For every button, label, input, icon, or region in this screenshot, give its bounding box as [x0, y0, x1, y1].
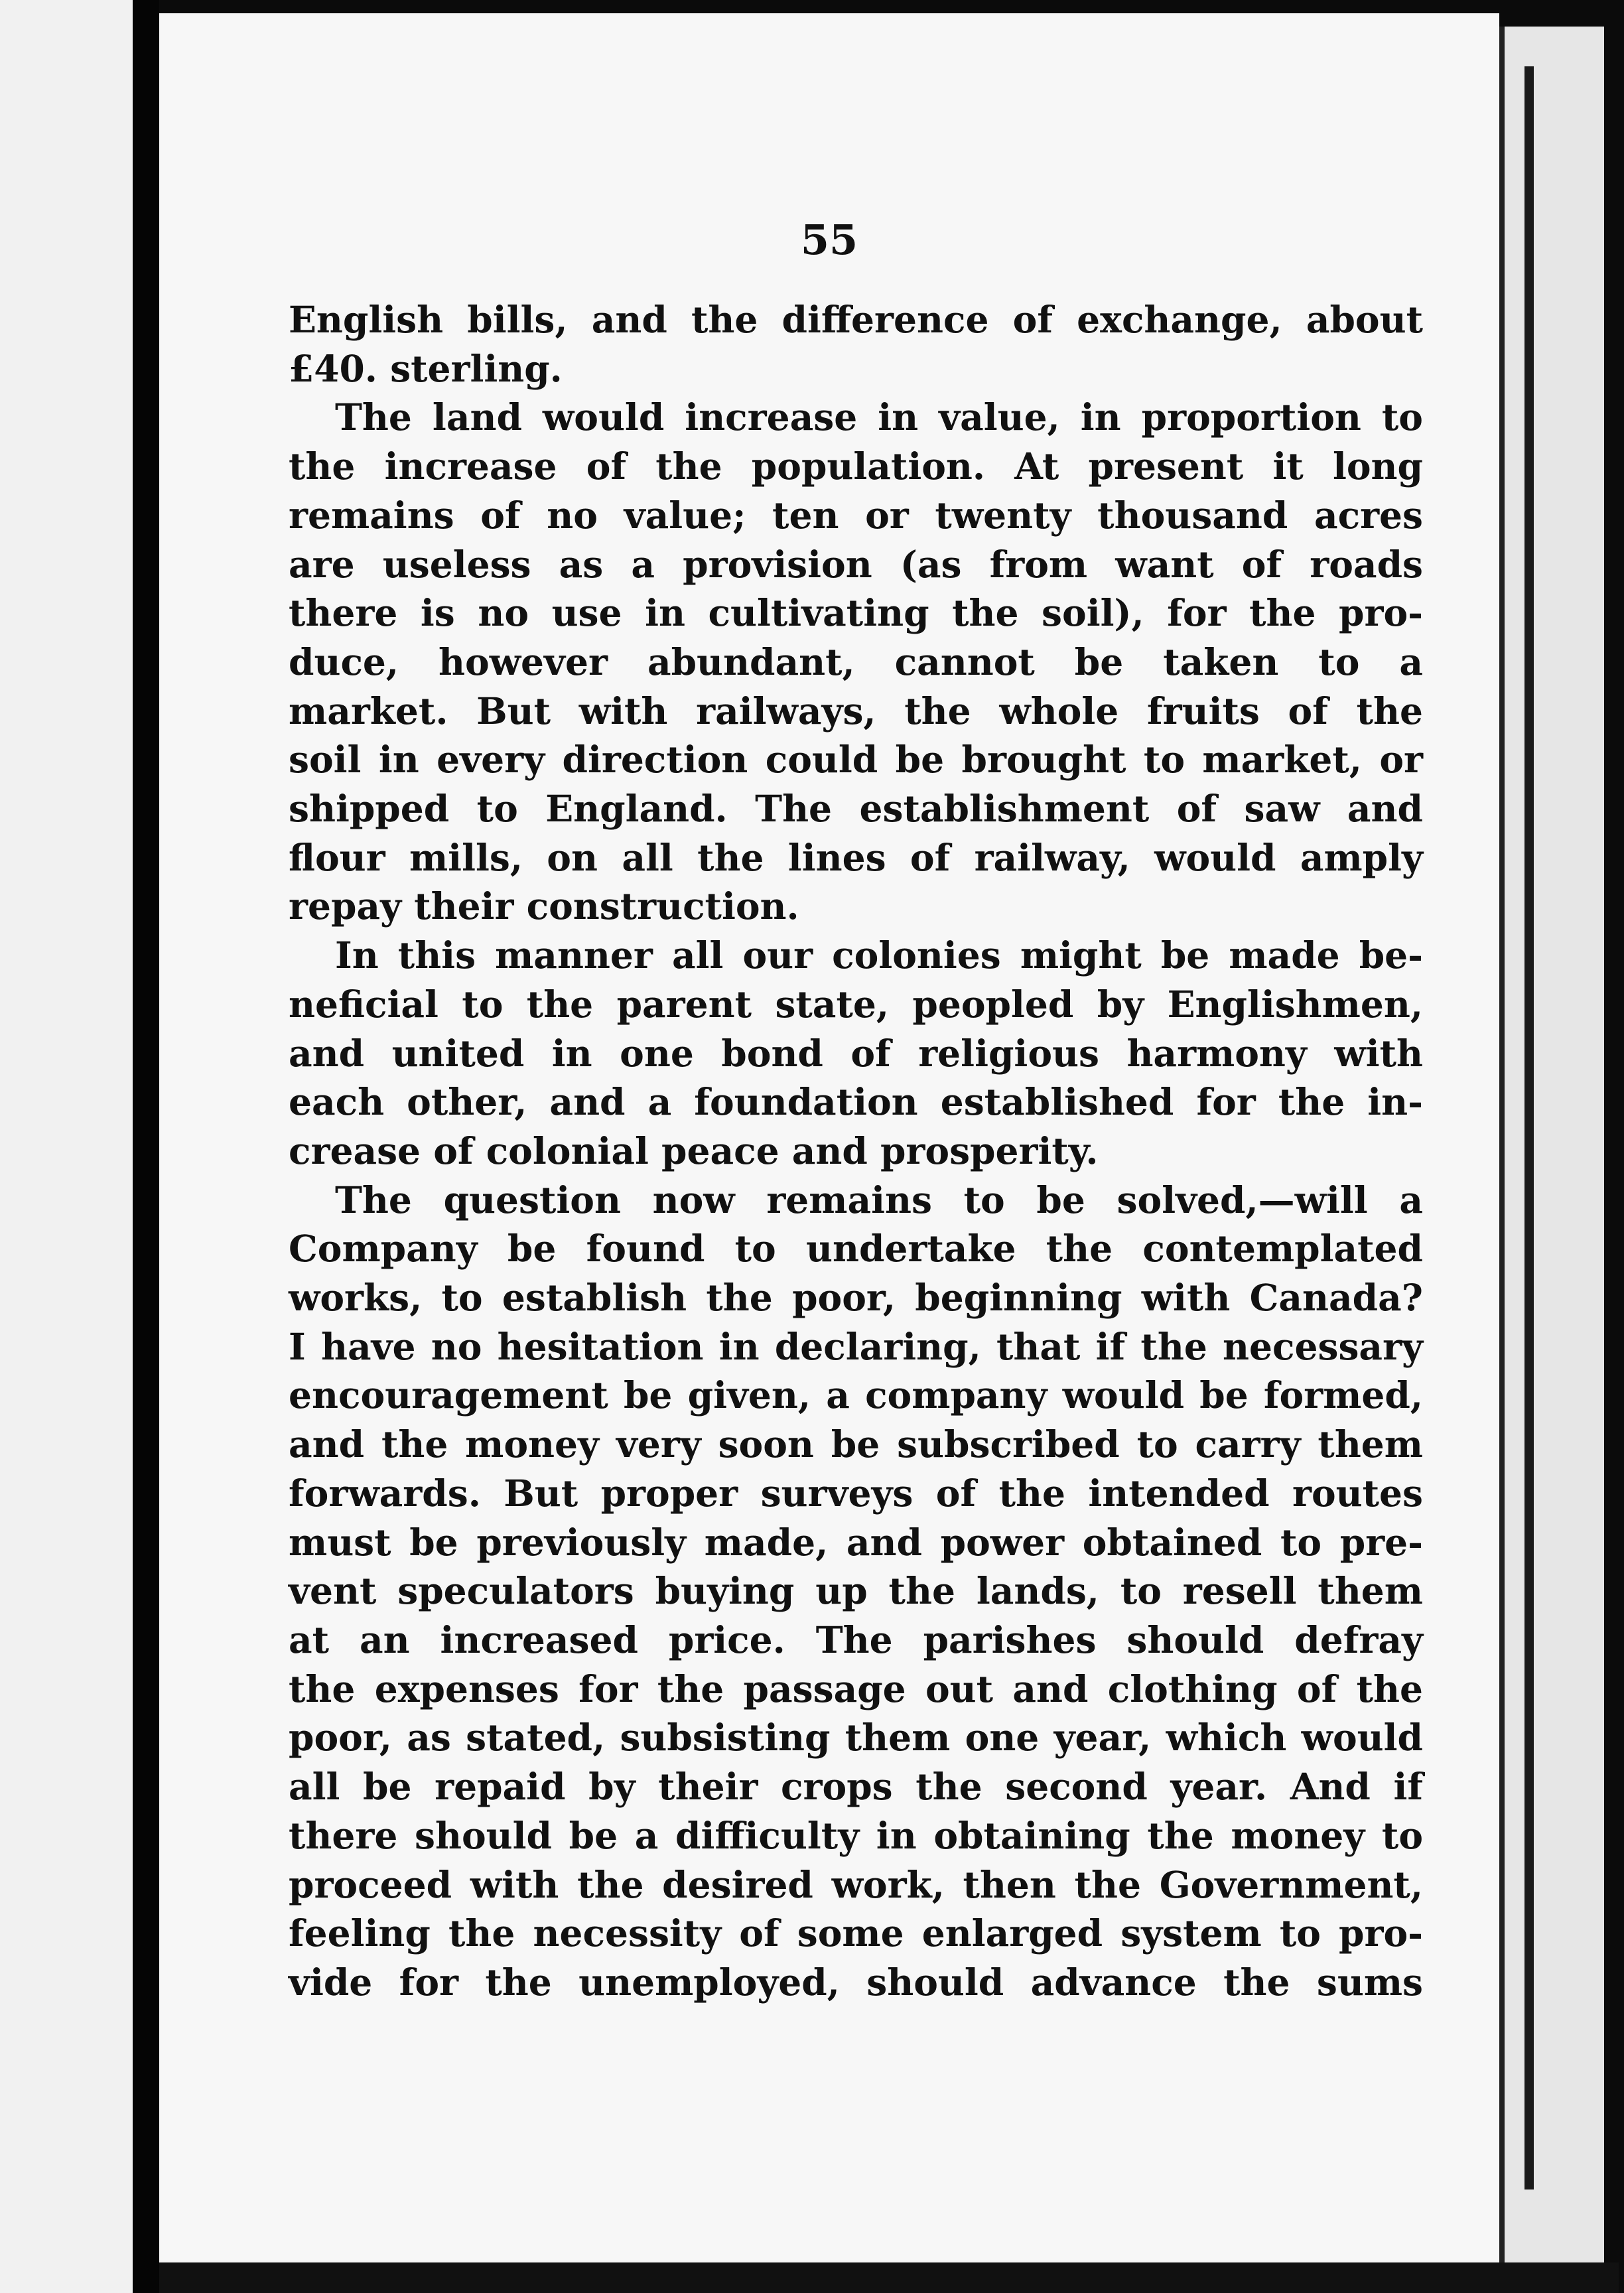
text-line: and the money very soon be subscribed to carry them	[289, 1423, 1423, 1466]
text-line: repay their construction.	[289, 884, 799, 928]
scan-bottom-edge	[159, 2262, 1619, 2293]
text-line: I have no hesitation in declaring, that if the necessary	[289, 1324, 1423, 1368]
text-line: Company be found to undertake the contemplated	[289, 1227, 1423, 1271]
book-page	[159, 13, 1499, 2262]
text-line: crease of colonial peace and prosperity.	[289, 1129, 1099, 1172]
text-line: neficial to the parent state, peopled by Englishmen,	[289, 982, 1423, 1026]
text-line: The question now remains to be solved,—will a	[335, 1178, 1423, 1221]
text-line: the increase of the population. At present it long	[289, 445, 1423, 488]
text-line: shipped to England. The establishment of saw and	[289, 787, 1423, 831]
paragraph	[289, 295, 1423, 393]
text-line: vent speculators buying up the lands, to resell them	[289, 1569, 1423, 1613]
text-line: vide for the unemployed, should advance the sums	[289, 1960, 1423, 2004]
text-line: works, to establish the poor, beginning with Canada?	[289, 1276, 1423, 1320]
facing-page-edge	[0, 0, 133, 2293]
book-gutter	[133, 0, 159, 2293]
text-line: In this manner all our colonies might be made be-	[335, 934, 1423, 977]
text-line: all be repaid by their crops the second year. And if	[289, 1765, 1423, 1809]
text-line: The land would increase in value, in proportion to	[335, 395, 1423, 439]
text-line: soil in every direction could be brought to market, or	[289, 738, 1423, 782]
text-line: feeling the necessity of some enlarged system to pro-	[289, 1911, 1423, 1955]
text-line: flour mills, on all the lines of railway, would amply	[289, 835, 1423, 879]
text-line: proceed with the desired work, then the Government,	[289, 1862, 1423, 1906]
text-line: forwards. But proper surveys of the intended routes	[289, 1471, 1423, 1515]
text-line: there is no use in cultivating the soil), for the pro-	[289, 591, 1423, 635]
text-line: market. But with railways, the whole fruits of the	[289, 689, 1423, 732]
text-line: poor, as stated, subsisting them one year, which would	[289, 1716, 1423, 1760]
text-line: £40. sterling.	[289, 346, 563, 390]
text-line: there should be a difficulty in obtaining the money to	[289, 1813, 1423, 1857]
page-edge-shadow	[1524, 66, 1534, 2189]
text-line: and united in one bond of religious harmony with	[289, 1031, 1423, 1075]
paragraph	[289, 931, 1423, 1176]
paragraph	[289, 1176, 1423, 2007]
text-line: encouragement be given, a company would be formed,	[289, 1373, 1423, 1417]
text-line: at an increased price. The parishes should defray	[289, 1618, 1423, 1661]
page-number: 55	[800, 216, 858, 264]
text-line: duce, however abundant, cannot be taken to a	[289, 640, 1423, 683]
text-line: each other, and a foundation established for the in-	[289, 1080, 1423, 1124]
paragraph	[289, 393, 1423, 931]
text-line: remains of no value; ten or twenty thousand acres	[289, 493, 1423, 537]
text-line: English bills, and the difference of exchange, about	[289, 298, 1423, 341]
next-page-edge	[1499, 27, 1604, 2262]
body-text	[289, 295, 1423, 2007]
text-line: are useless as a provision (as from want of roads	[289, 542, 1423, 586]
text-line: must be previously made, and power obtained to pre-	[289, 1520, 1423, 1564]
text-line: the expenses for the passage out and clothing of the	[289, 1667, 1423, 1710]
